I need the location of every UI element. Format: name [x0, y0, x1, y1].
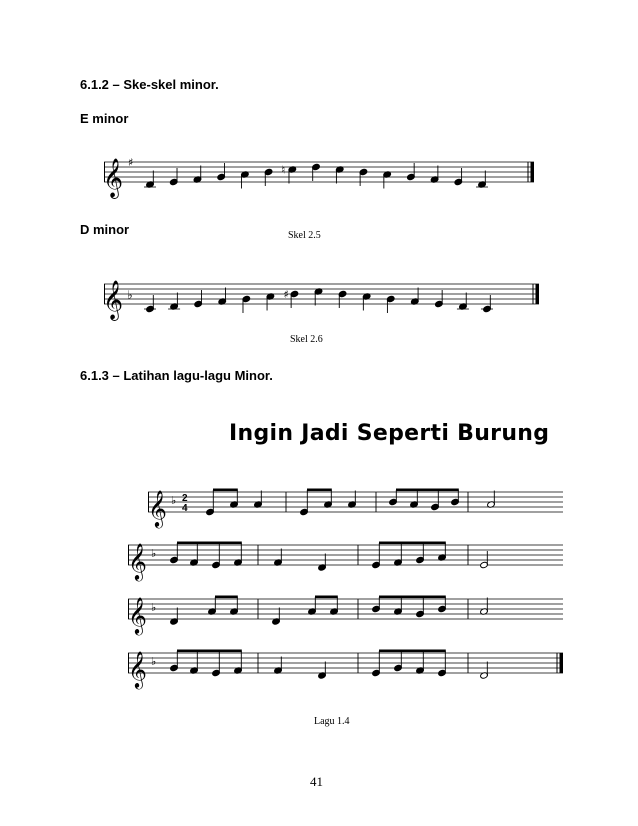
- key-signature-flat: ♭: [127, 288, 133, 302]
- key-signature-sharp: ♯: [128, 156, 134, 169]
- note-beam: [215, 596, 238, 599]
- caption-skel-2-5: Skel 2.5: [288, 230, 321, 241]
- caption-lagu-1-4: Lagu 1.4: [314, 716, 350, 727]
- treble-clef: 𝄞: [128, 596, 147, 634]
- key-signature-flat: ♭: [151, 601, 157, 614]
- note-beam: [177, 650, 242, 653]
- note-beam: [315, 596, 338, 599]
- note-beam: [379, 650, 446, 653]
- note-beam: [213, 489, 238, 492]
- treble-clef: 𝄞: [148, 489, 167, 527]
- song-staff-3: [128, 591, 563, 634]
- treble-clef: 𝄞: [103, 280, 124, 320]
- note-beam: [379, 542, 446, 545]
- caption-skel-2-6: Skel 2.6: [290, 334, 323, 345]
- key-signature-flat: ♭: [151, 547, 157, 560]
- song-staff-4: [128, 645, 563, 688]
- song-staff-2: [128, 537, 563, 580]
- key-signature-flat: ♭: [171, 494, 177, 507]
- song-staff-1: [148, 484, 563, 527]
- section-heading-songs: 6.1.3 – Latihan lagu-lagu Minor.: [80, 368, 273, 383]
- key-signature-flat: ♭: [151, 655, 157, 668]
- note-beam: [177, 542, 242, 545]
- song-title: Ingin Jadi Seperti Burung: [229, 421, 550, 446]
- final-barline-thick: [560, 653, 564, 673]
- section-heading-scales: 6.1.2 – Ske-skel minor.: [80, 77, 219, 92]
- time-signature-top: 2: [182, 493, 188, 504]
- time-signature-bottom: 4: [182, 503, 188, 514]
- note-beam: [396, 489, 459, 492]
- final-barline-thick: [536, 284, 540, 304]
- treble-clef: 𝄞: [103, 158, 124, 198]
- note-beam: [307, 489, 332, 492]
- staff-e-minor: [104, 150, 534, 200]
- note-beam: [379, 596, 446, 599]
- scale-label-e-minor: E minor: [80, 111, 129, 126]
- staff-d-minor: [104, 272, 539, 322]
- accidental-sharp: ♯: [283, 288, 289, 301]
- page-number: 41: [310, 774, 323, 789]
- scale-label-d-minor: D minor: [80, 222, 130, 237]
- final-barline-thick: [531, 162, 535, 182]
- accidental-natural: ♮: [281, 163, 286, 177]
- treble-clef: 𝄞: [128, 650, 147, 688]
- treble-clef: 𝄞: [128, 542, 147, 580]
